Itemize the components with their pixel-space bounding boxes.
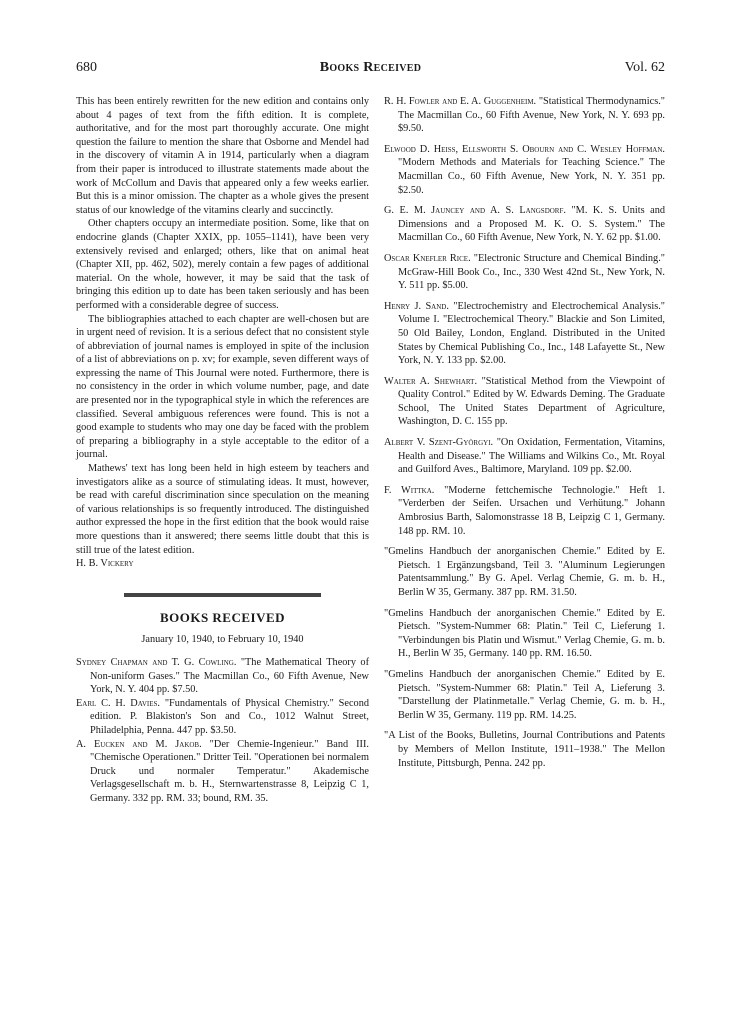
- book-details: "On Oxidation, Fermentation, Vitamins, Health and Disease." The Williams and Wilkins Co., Mt. Royal and Guilford Aves., Baltimore, Maryland. 109 pp. $2.00.: [398, 437, 665, 476]
- book-details: "Fundamentals of Physical Chemistry." Second edition. P. Blakiston's Son and Co., 1012 Walnut Street, Philadelphia, Penna. 447 pp. $3.50.: [90, 697, 369, 736]
- book-details: "Statistical Method from the Viewpoint of Quality Control." Edited by W. Edwards Deming. The Graduate School, The United States Department of Agriculture, Washington, D. C. 155 pp.: [398, 375, 665, 428]
- right-column: [384, 95, 665, 777]
- book-authors: Walter A. Shewhart.: [384, 375, 478, 387]
- book-details: "The Mathematical Theory of Non-uniform Gases." The Macmillan Co., 60 Fifth Avenue, New York, N. Y. 404 pp. $7.50.: [90, 656, 369, 696]
- books-list-right: [384, 95, 665, 770]
- book-details: "Electronic Structure and Chemical Binding." McGraw-Hill Book Co., Inc., 330 West 42nd St., New York, N. Y. 511 pp. $5.00.: [398, 252, 665, 292]
- book-authors: A. Eucken and M. Jakob.: [76, 738, 202, 750]
- volume-label: Vol. 62: [624, 60, 665, 75]
- book-authors: Elwood D. Heiss, Ellsworth S. Obourn and C. Wesley Hoffman.: [384, 143, 665, 155]
- review-paragraph-4: Mathews' text has long been held in high esteem by teachers and investigators alike as a source of stimulating ideas. It must, however, be read with careful discrimination since speculation on the meaning of various relationships is so frequently introduced. The distinguished author expressed the hope in the first edition that the book would raise more questions than it answered; there seems little doubt that this is still true of the latest edition.: [76, 463, 369, 556]
- books-list-left: [76, 656, 369, 806]
- book-authors: Earl C. H. Davies.: [76, 697, 160, 709]
- reviewer-signature: H. B. Vickery: [76, 558, 134, 570]
- book-details: "A List of the Books, Bulletins, Journal Contributions and Patents by Members of Mellon Institute, 1911–1938." The Mellon Institute, Pittsburgh, Penna. 242 pp.: [384, 730, 665, 769]
- running-title: Books Received: [319, 60, 422, 75]
- books-received-date-range: January 10, 1940, to February 10, 1940: [141, 634, 304, 646]
- book-entry: [384, 143, 665, 197]
- book-entry: [384, 545, 665, 599]
- book-entry: [384, 668, 665, 722]
- book-entry: [384, 607, 665, 661]
- review-paragraph-3: The bibliographies attached to each chapter are well-chosen but are in urgent need of revision. It is a serious defect that no consistent style of abbreviation of journal names is employed in spite of the inclusion of a list of abbreviations on p. xv; for example, seven different ways of expressing the name of This Journal were noted. Furthermore, there is no consistency in the order in which volume number, page, and date are presented nor in the typographical style in which the references are classified. Several ambiguous references were found. This is not a good example to students who may one day be faced with the problem of preparing a bibliography in a style acceptable to the editor of a journal.: [76, 313, 369, 461]
- review-paragraph-1: This has been entirely rewritten for the new edition and contains only about 4 pages of text from the fifth edition. It is complete, authoritative, and for the most part thoroughly accurate. One might question the failure to mention the share that Osborne and Mendel had in the discovery of vitamin A in 1914, particularly when a diagram from their paper is introduced to illustrate statements made about the work of McCollum and Davis that appeared only a few weeks earlier. But this is a minor omission. The chapter as a whole gives the present status of our knowledge of the vitamins clearly and succinctly.: [76, 96, 369, 216]
- left-column: [76, 95, 369, 806]
- books-received-heading: BOOKS RECEIVED: [159, 609, 286, 625]
- book-details: "Gmelins Handbuch der anorganischen Chemie." Edited by E. Pietsch. 1 Ergänzungsband, Teil 3. "Aluminum Legierungen Patentsammlung." By G. Apel. Verlag Chemie, G. m. b. H., Berlin W 35, Germany. 387 pp. RM. 31.50.: [384, 546, 665, 598]
- review-paragraph-2: Other chapters occupy an intermediate position. Some, like that on endocrine glands (Chapter XXIX, pp. 1055–1141), have been very extensively revised and enlarged; others, like that on animal heat (Chapter XII, pp. 462, 502), merely contain a few pages of additional material. On the whole, however, it may be said that the task of bringing this edition up to date has been taken seriously and has been performed with a considerable degree of success.: [76, 218, 369, 311]
- book-details: "Moderne fettchemische Technologie." Heft 1. "Verderben der Seifen. Ursachen und Verhütung." Johann Ambrosius Barth, Salomonstrasse 18 B, Leipzig C 1, Germany. 148 pp. RM. 10.: [398, 484, 665, 537]
- book-details: "Gmelins Handbuch der anorganischen Chemie." Edited by E. Pietsch. "System-Nummer 68: Platin." Teil C, Lieferung 1. "Verbindungen bis Platin und Wismut." Verlag Chemie, G. m. b. H., Berlin W 35, Germany. 140 pp. RM. 16.50.: [384, 607, 665, 660]
- book-entry: [384, 436, 665, 477]
- book-entry: [76, 697, 369, 738]
- book-authors: Albert V. Szent-Györgyi.: [384, 437, 494, 449]
- book-details: "Gmelins Handbuch der anorganischen Chemie." Edited by E. Pietsch. "System-Nummer 68: Platin." Teil A, Lieferung 3. "Darstellung der Platinmetalle." Verlag Chemie, G. m. b. H., Berlin W 35, Germany. 119 pp. RM. 14.25.: [384, 668, 665, 721]
- book-entry: [384, 204, 665, 245]
- book-details: "M. K. S. Units and Dimensions and a Proposed M. K. O. S. System." The Macmillan Co., 60 Fifth Avenue, New York, N. Y. 62 pp. $1.00.: [398, 205, 665, 244]
- book-details: "Der Chemie-Ingenieur." Band III. "Chemische Operationen." Dritter Teil. "Operationen bei normalem Druck und normaler Temperatur." Akademische Verlagsgesellschaft m. b. H., Sternwartenstrasse 8, Leipzig C 1, Germany. 332 pp. RM. 33; bound, RM. 35.: [90, 738, 369, 804]
- book-entry: [384, 729, 665, 770]
- book-entry: [384, 95, 665, 136]
- book-entry: [384, 375, 665, 429]
- book-entry: [384, 484, 665, 538]
- section-divider: [124, 593, 321, 597]
- book-entry: [384, 252, 665, 293]
- book-entry: [76, 656, 369, 697]
- page-header: [76, 60, 665, 80]
- book-authors: R. H. Fowler and E. A. Guggenheim.: [384, 96, 537, 107]
- book-entry: [76, 738, 369, 806]
- book-authors: Oscar Knefler Rice.: [384, 252, 471, 264]
- book-authors: F. Wittka.: [384, 484, 435, 496]
- book-authors: Sydney Chapman and T. G. Cowling.: [76, 656, 237, 668]
- book-details: "Statistical Thermodynamics." The Macmillan Co., 60 Fifth Avenue, New York, N. Y. 693 pp. $9.50.: [398, 96, 665, 135]
- book-authors: G. E. M. Jauncey and A. S. Langsdorf.: [384, 205, 566, 217]
- book-entry: [384, 300, 665, 368]
- book-authors: Henry J. Sand.: [384, 300, 449, 312]
- book-details: "Modern Methods and Materials for Teaching Science." The Macmillan Co., 60 Fifth Avenue, New York, N. Y. 351 pp. $2.50.: [398, 157, 665, 196]
- page-number: 680: [76, 60, 97, 75]
- book-details: "Electrochemistry and Electrochemical Analysis." Volume I. "Electrochemical Theory." Blackie and Son Limited, 50 Old Bailey, London, England. Distributed in the United States by Chemical Publishing Co., Inc., 148 Lafayette St., New York, N. Y. 133 pp. $2.00.: [398, 300, 665, 367]
